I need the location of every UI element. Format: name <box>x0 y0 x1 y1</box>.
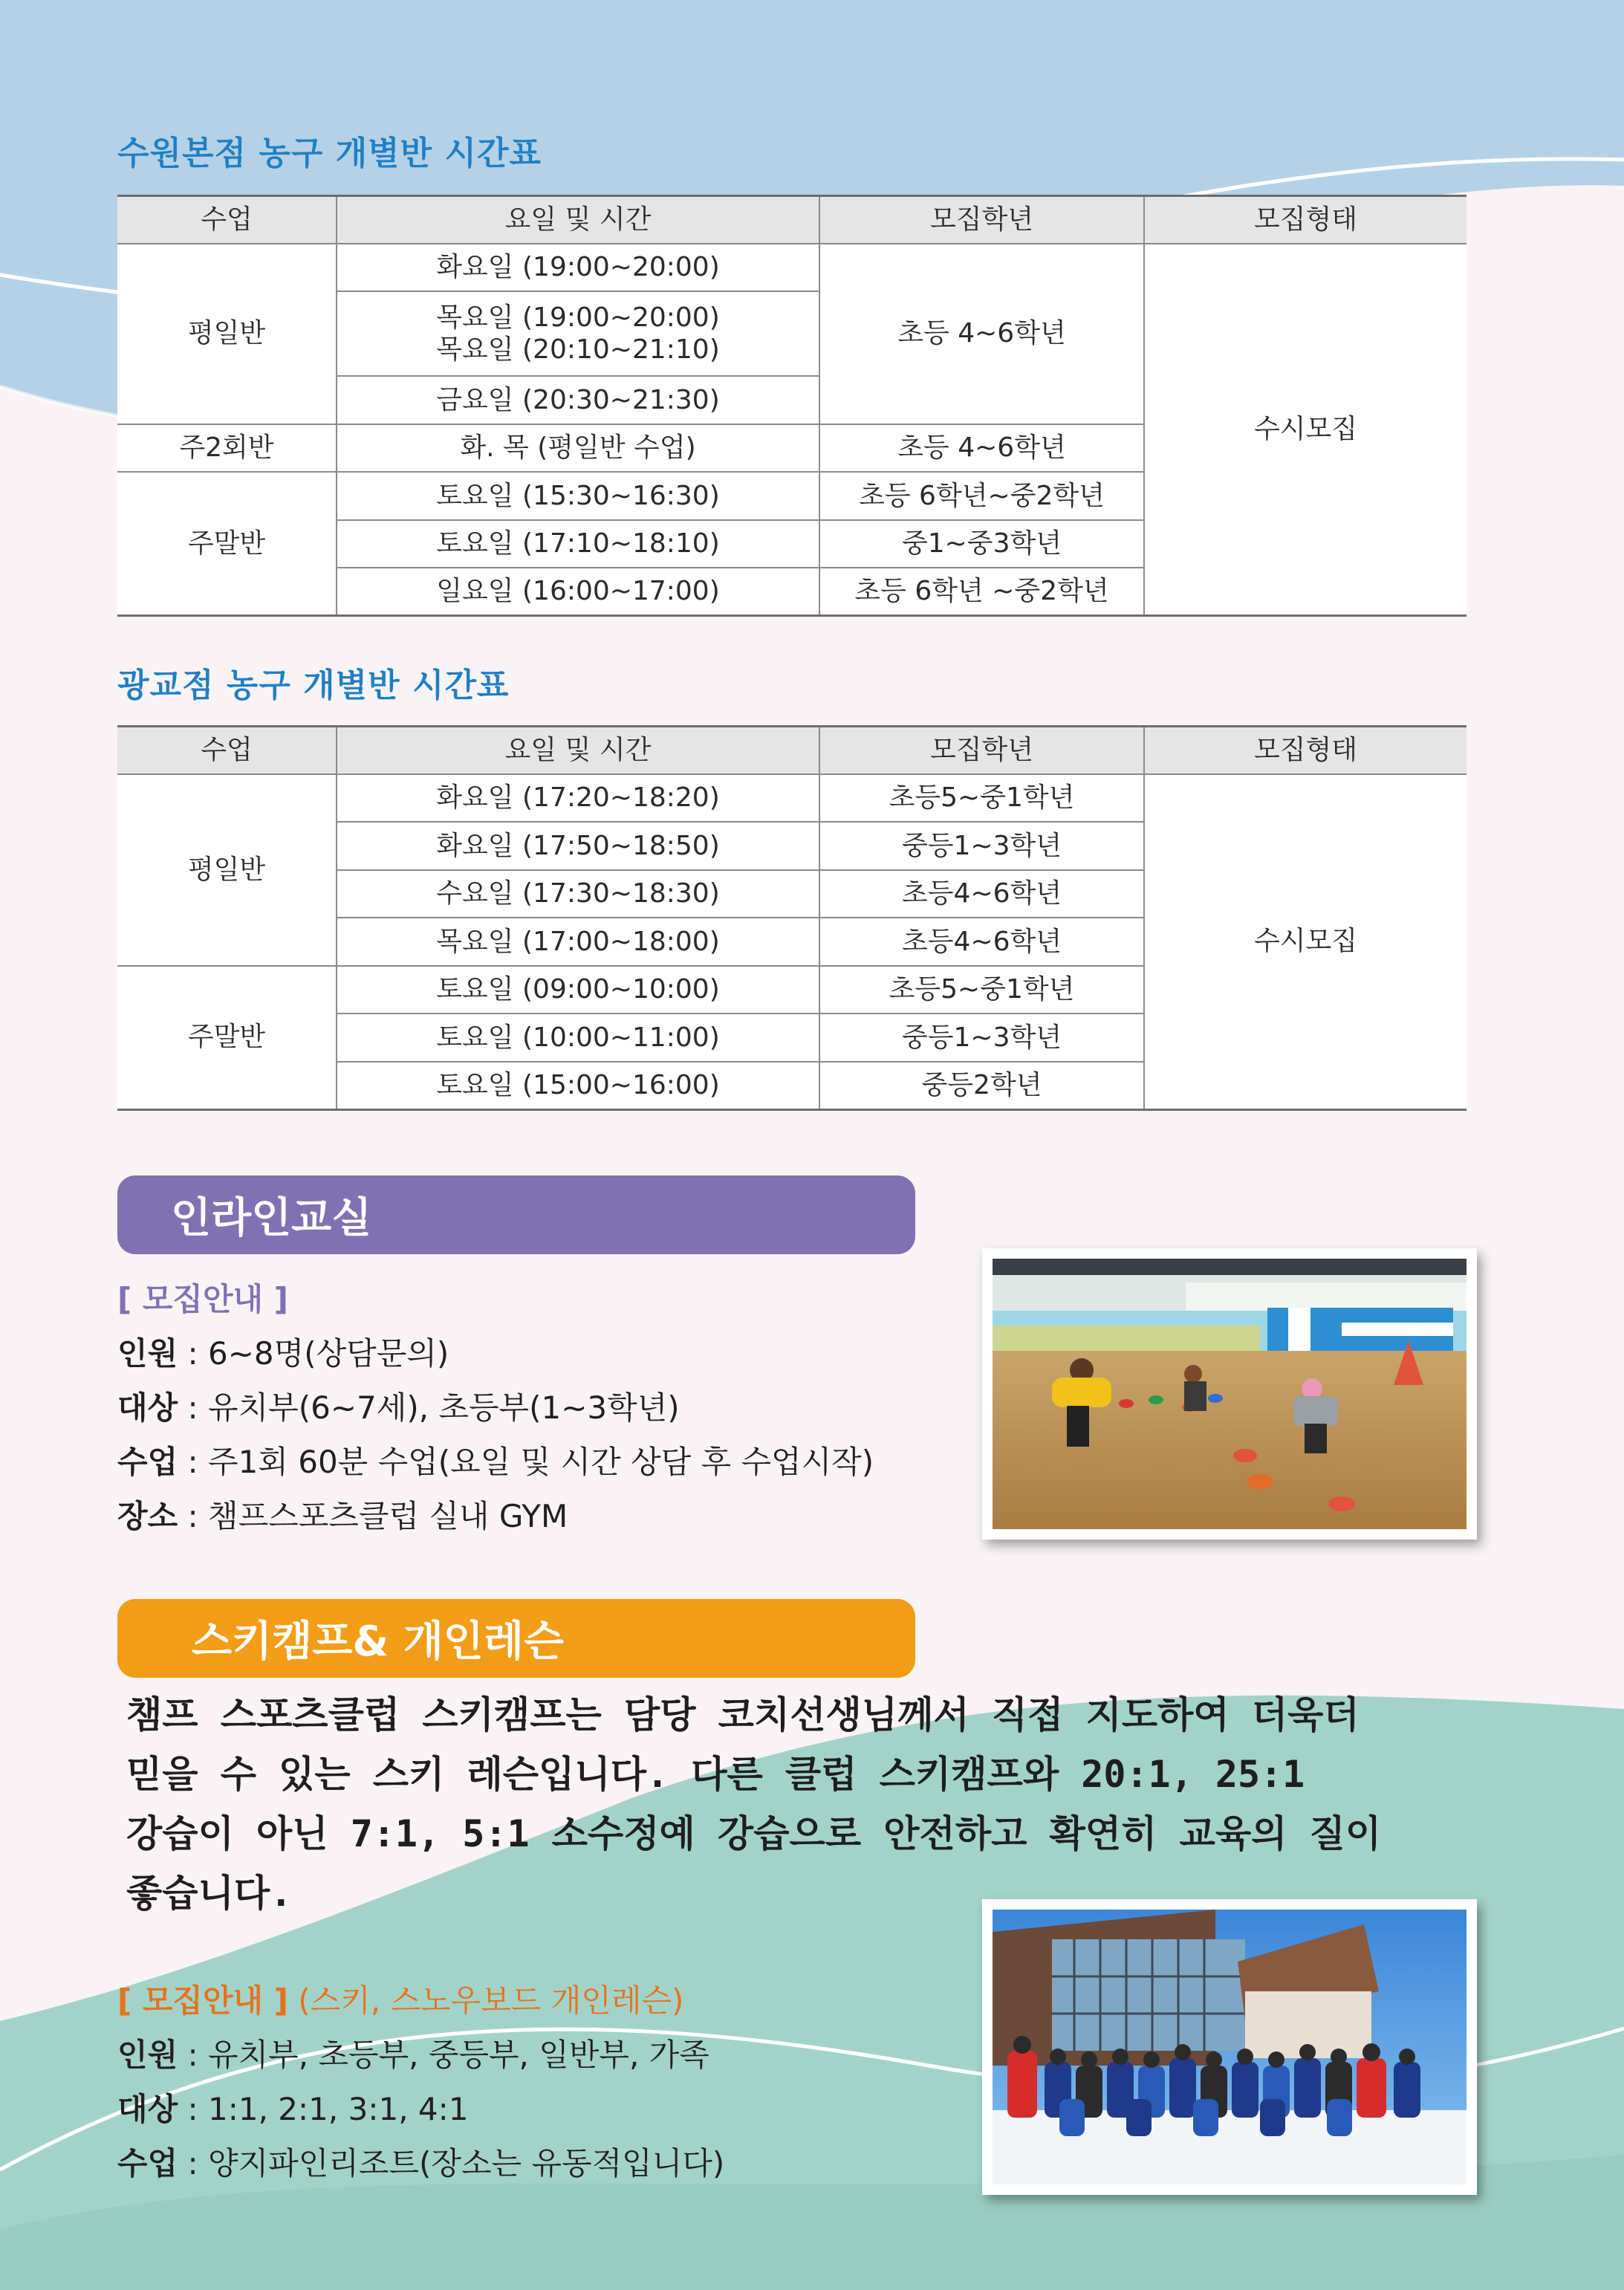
time-cell: 일요일 (16:00~17:00) <box>337 568 819 616</box>
inline-recruit-info <box>117 1272 874 1543</box>
time-line: 목요일 (20:10~21:10) <box>436 334 720 365</box>
info-value: : 1:1, 2:1, 3:1, 4:1 <box>178 2091 469 2127</box>
inline-gym-photo <box>982 1248 1477 1540</box>
recruit-cell: 수시모집 <box>1144 244 1467 616</box>
suwon-title: 수원본점 농구 개별반 시간표 <box>117 134 542 172</box>
col-header-time: 요일 및 시간 <box>337 196 819 244</box>
grade-cell: 중등1~3학년 <box>819 822 1144 870</box>
recruit-header: [ 모집안내 ] <box>117 1281 288 1317</box>
class-label: 주말반 <box>117 966 337 1110</box>
time-cell: 화요일 (17:50~18:50) <box>337 822 819 870</box>
info-value: : 6~8명(상담문의) <box>178 1335 449 1372</box>
info-value: : 유치부, 초등부, 중등부, 일반부, 가족 <box>178 2037 709 2073</box>
ski-section-banner <box>117 1599 915 1678</box>
time-cell: 토요일 (17:10~18:10) <box>337 520 819 568</box>
info-row <box>117 1435 874 1489</box>
class-label: 평일반 <box>117 774 337 966</box>
ski-description <box>126 1685 1434 1923</box>
grade-cell: 초등4~6학년 <box>819 870 1144 918</box>
suwon-schedule-table <box>117 195 1467 617</box>
grade-cell: 중등2학년 <box>819 1062 1144 1110</box>
time-cell: 화요일 (17:20~18:20) <box>337 774 819 823</box>
info-label: 대상 <box>117 2091 178 2127</box>
time-line: 목요일 (19:00~20:00) <box>436 302 720 333</box>
info-label: 인원 <box>117 1335 178 1372</box>
info-row <box>117 2082 724 2136</box>
grade-cell: 초등 4~6학년 <box>819 244 1144 424</box>
info-label: 대상 <box>117 1389 178 1426</box>
grade-cell: 중1~중3학년 <box>819 520 1144 568</box>
col-header-recruit: 모집형태 <box>1144 727 1467 774</box>
info-row <box>117 1381 874 1435</box>
ski-group-photo <box>982 1899 1477 2195</box>
info-label: 수업 <box>117 2145 178 2182</box>
time-cell: 토요일 (10:00~11:00) <box>337 1013 819 1062</box>
ski-section-title: 스키캠프& 개인레슨 <box>192 1618 565 1666</box>
table-header-row <box>117 727 1467 774</box>
class-label: 평일반 <box>117 244 337 424</box>
recruit-cell: 수시모집 <box>1144 774 1467 1110</box>
time-cell: 화. 목 (평일반 수업) <box>337 424 819 473</box>
info-value: : 주1회 60분 수업(요일 및 시간 상담 후 수업시작) <box>178 1444 874 1480</box>
class-label: 주2회반 <box>117 424 337 473</box>
info-value: : 양지파인리조트(장소는 유동적입니다) <box>178 2145 725 2182</box>
table-row <box>117 244 1467 292</box>
time-cell: 토요일 (15:00~16:00) <box>337 1062 819 1110</box>
grade-cell: 초등 6학년~중2학년 <box>819 472 1144 520</box>
info-row <box>117 1489 874 1543</box>
time-cell: 금요일 (20:30~21:30) <box>337 376 819 424</box>
time-cell: 목요일 (17:00~18:00) <box>337 918 819 966</box>
grade-cell: 초등 4~6학년 <box>819 424 1144 473</box>
time-cell <box>337 291 819 376</box>
info-value: : 유치부(6~7세), 초등부(1~3학년) <box>178 1389 680 1426</box>
info-row <box>117 2136 724 2190</box>
grade-cell: 초등4~6학년 <box>819 918 1144 966</box>
info-row <box>117 1326 874 1381</box>
gwanggyo-title: 광교점 농구 개별반 시간표 <box>117 666 510 704</box>
time-cell: 토요일 (15:30~16:30) <box>337 472 819 520</box>
info-label: 인원 <box>117 2037 178 2073</box>
col-header-grade: 모집학년 <box>819 196 1144 244</box>
time-cell: 수요일 (17:30~18:30) <box>337 870 819 918</box>
col-header-class: 수업 <box>117 727 337 774</box>
time-cell: 토요일 (09:00~10:00) <box>337 966 819 1014</box>
inline-section-banner <box>117 1175 915 1254</box>
ski-description-line: 강습이 아닌 7:1, 5:1 소수정예 강습으로 안전하고 확연히 교육의 질이 <box>126 1812 1382 1855</box>
grade-cell: 초등 6학년 ~중2학년 <box>819 568 1144 616</box>
info-row <box>117 2028 724 2082</box>
grade-cell: 중등1~3학년 <box>819 1013 1144 1062</box>
grade-cell: 초등5~중1학년 <box>819 966 1144 1014</box>
ski-recruit-heading <box>117 1973 724 2028</box>
inline-section-title: 인라인교실 <box>171 1194 372 1242</box>
info-value: : 챔프스포츠클럽 실내 GYM <box>178 1498 568 1534</box>
ski-description-line: 믿을 수 있는 스키 레슨입니다. 다른 클럽 스키캠프와 20:1, 25:1 <box>126 1753 1305 1796</box>
col-header-time: 요일 및 시간 <box>337 727 819 774</box>
grade-cell: 초등5~중1학년 <box>819 774 1144 823</box>
ski-recruit-info <box>117 1973 724 2190</box>
ski-description-line: 좋습니다. <box>126 1872 293 1915</box>
info-label: 장소 <box>117 1498 178 1534</box>
ski-description-line: 챔프 스포츠클럽 스키캠프는 담당 코치선생님께서 직접 지도하여 더욱더 <box>126 1693 1360 1736</box>
recruit-header: [ 모집안내 ] <box>117 1982 288 2019</box>
col-header-recruit: 모집형태 <box>1144 196 1467 244</box>
col-header-class: 수업 <box>117 196 337 244</box>
col-header-grade: 모집학년 <box>819 727 1144 774</box>
info-label: 수업 <box>117 1444 178 1480</box>
class-label: 주말반 <box>117 472 337 616</box>
table-row <box>117 774 1467 823</box>
gwanggyo-schedule-table <box>117 725 1467 1111</box>
recruit-subheader: (스키, 스노우보드 개인레슨) <box>288 1982 684 2019</box>
time-cell: 화요일 (19:00~20:00) <box>337 244 819 292</box>
table-header-row <box>117 196 1467 244</box>
